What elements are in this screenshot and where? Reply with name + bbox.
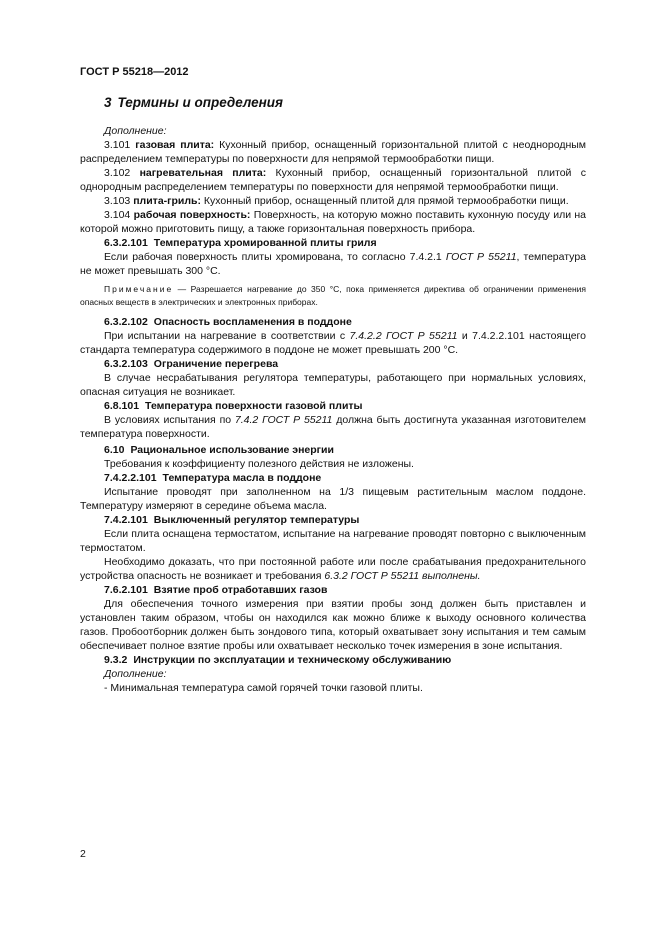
section-heading — [104, 96, 586, 110]
section-number: 3 — [104, 95, 112, 110]
term-name: рабочая поверхность: — [133, 209, 251, 221]
term-3-104 — [80, 208, 586, 236]
note — [80, 283, 586, 308]
term-3-102 — [80, 166, 586, 194]
section-title: Термины и определения — [117, 95, 283, 110]
paragraph-6-3-2-101: Если рабочая поверхность плиты хромирована, то согласно 7.4.2.1 ГОСТ Р 55211, температура не может превышать 300 °С. — [80, 251, 586, 277]
subsection-heading-6-10: 6.10 Рациональное использование энергии — [104, 444, 334, 456]
subsection-heading-6-3-2-101: 6.3.2.101 Температура хромированной плиты гриля — [104, 237, 377, 249]
term-number: 3.104 — [104, 209, 131, 221]
subsection-heading-7-4-2-2-101: 7.4.2.2.101 Температура масла в поддоне — [104, 472, 322, 484]
term-definition: Поверхность, на которую можно поставить кухонную посуду или на которой можно приготовить пищу, а также горизонтальная поверхность прибора. — [80, 209, 586, 235]
term-number: 3.102 — [104, 167, 131, 179]
subsection-heading-7-6-2-101: 7.6.2.101 Взятие проб отработавших газов — [104, 584, 328, 596]
subsection-heading-6-8-101: 6.8.101 Температура поверхности газовой плиты — [104, 400, 363, 412]
term-name: плита-гриль: — [133, 195, 202, 207]
note-label: Примечание — [104, 284, 174, 294]
subsection-heading-6-3-2-103: 6.3.2.103 Ограничение перегрева — [104, 358, 279, 370]
paragraph-6-3-2-102: При испытании на нагревание в соответствии с 7.4.2.2 ГОСТ Р 55211 и 7.4.2.2.101 настоящего стандарта температура содержимого в поддоне не может превышать 200 °С. — [80, 330, 586, 356]
subsection-heading-9-3-2: 9.3.2 Инструкции по эксплуатации и техническому обслуживанию — [104, 654, 452, 666]
subsection-heading-7-4-2-101: 7.4.2.101 Выключенный регулятор температуры — [104, 514, 360, 526]
term-definition: Кухонный прибор, оснащенный горизонтальной плитой с однородным распределением температуры по поверхности для непрямой термообработки пищи. — [80, 167, 586, 193]
subsection-heading-6-3-2-102: 6.3.2.102 Опасность воспламенения в поддоне — [104, 316, 352, 328]
term-3-103 — [80, 194, 586, 208]
standard-reference: 7.4.2.2 ГОСТ Р 55211 — [349, 330, 458, 342]
addition-label: Дополнение: — [104, 125, 167, 137]
term-name: нагревательная плита: — [139, 167, 267, 179]
term-number: 3.103 — [104, 195, 131, 207]
page-number: 2 — [80, 848, 86, 860]
term-name: газовая плита: — [135, 139, 215, 151]
list-item: - Минимальная температура самой горячей точки газовой плиты. — [104, 682, 423, 694]
term-definition: Кухонный прибор, оснащенный плитой для прямой термообработки пищи. — [201, 195, 569, 207]
paragraph-7-4-2-2-101: Испытание проводят при заполненном на 1/3 пищевым растительным маслом поддоне. Температуру измеряют в середине объема масла. — [80, 486, 586, 512]
term-3-101 — [80, 138, 586, 166]
paragraph-7-4-2-101-b: Необходимо доказать, что при постоянной работе или после срабатывания предохранительного устройства опасность не возникает и требования 6.3.2 ГОСТ Р 55211 выполнены. — [80, 556, 586, 582]
paragraph-6-10: Требования к коэффициенту полезного действия не изложены. — [104, 458, 414, 470]
paragraph-7-6-2-101: Для обеспечения точного измерения при взятии пробы зонд должен быть приставлен и установлен таким образом, чтобы он находился как можно ближе к выходу основного количества газов. Пробоотборник должен быть зондового типа, который охватывает зону испытания и тем самым обеспечивает полное взятие пробы или охватывает несколько точек измерения в зоне испытания. — [80, 598, 586, 652]
term-number: 3.101 — [104, 139, 131, 151]
term-definition: Кухонный прибор, оснащенный горизонтальной плитой с неоднородным распределением температуры по поверхности для непрямой термообработки пищи. — [80, 139, 587, 165]
paragraph-6-3-2-103: В случае несрабатывания регулятора температуры, работающего при нормальных условиях, опасная ситуация не возникает. — [80, 372, 586, 398]
document-header: ГОСТ Р 55218—2012 — [80, 66, 189, 78]
paragraph-7-4-2-101-a: Если плита оснащена термостатом, испытание на нагревание проводят повторно с выключенным термостатом. — [80, 528, 586, 554]
page-content — [80, 96, 586, 695]
paragraph-6-8-101: В условиях испытания по 7.4.2 ГОСТ Р 55211 должна быть достигнута указанная изготовителем температура поверхности. — [80, 414, 586, 440]
standard-reference: ГОСТ Р 55211 — [445, 251, 517, 263]
standard-reference: 6.3.2 ГОСТ Р 55211 выполнены. — [324, 570, 481, 582]
note-text: — Разрешается нагревание до 350 °С, пока применяется директива об ограничении применения опасных веществ в электрических и электронных приборах. — [80, 284, 586, 307]
addition-label-9-3-2: Дополнение: — [104, 668, 167, 680]
standard-reference: 7.4.2 ГОСТ Р 55211 — [234, 414, 333, 426]
